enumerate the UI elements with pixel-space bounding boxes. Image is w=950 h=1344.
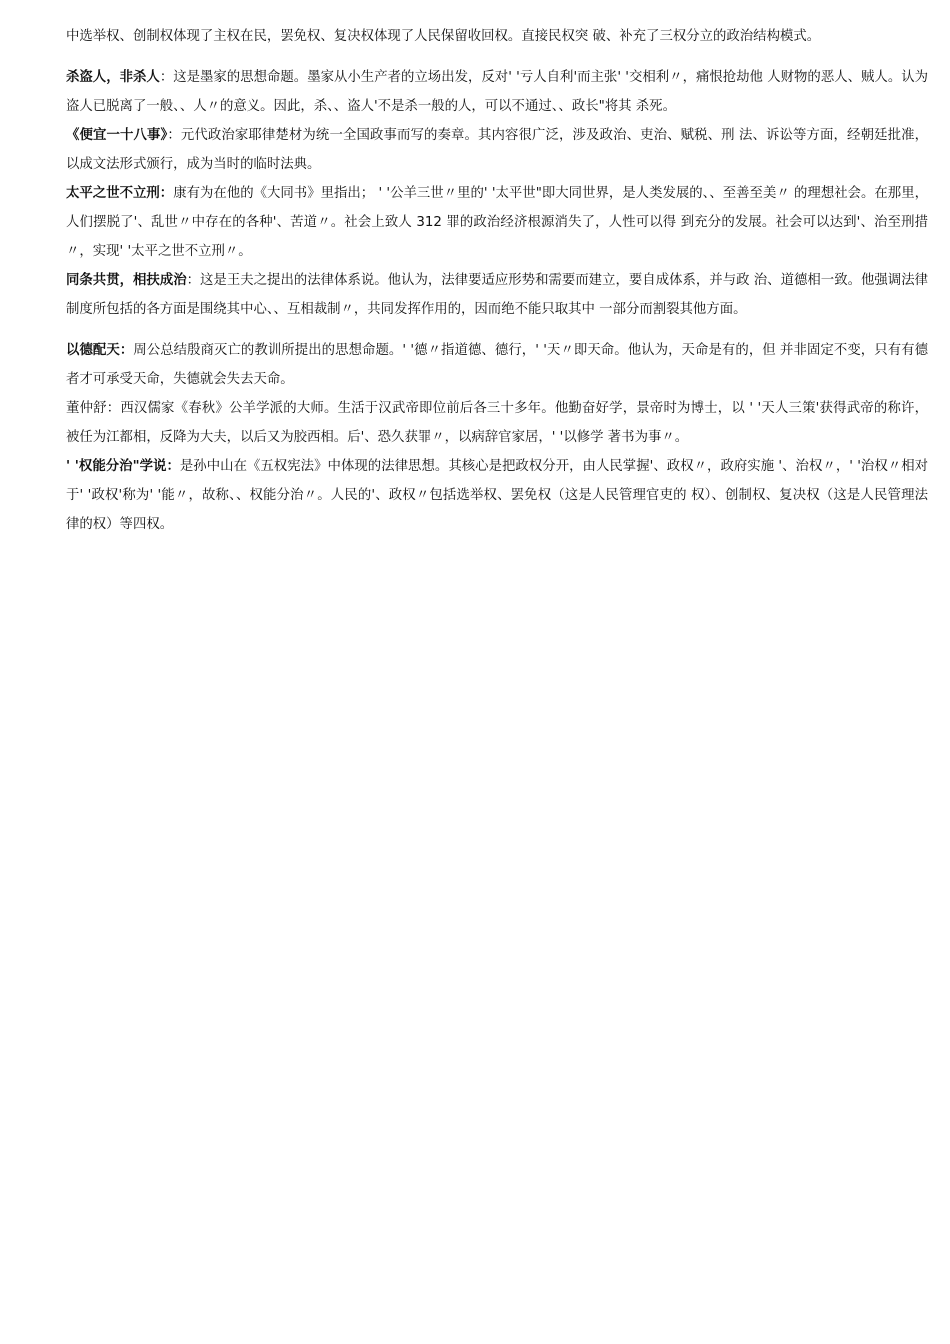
paragraph-sha-dao-ren — [66, 63, 928, 121]
paragraph-tongtiao-gongguan — [66, 266, 928, 324]
paragraph-text: 康有为在他的《大同书》里指出； ' '公羊三世〃里的' '太平世"即大同世界，是人类发展的、、至善至美〃 的理想社会。在那里，人们摆脱了'、乱世〃中存在的各种'、苦道〃。社会上致人 312 罪的政治经济根源消失了，人性可以得 到充分的发展。社会可以达到'、治至刑措〃，实现' '太平之世不立刑〃。 — [66, 186, 928, 259]
paragraph-term: 以德配天： — [66, 343, 134, 358]
paragraph-text: 中选举权、创制权体现了主权在民，罢免权、复决权体现了人民保留收回权。直接民权突 破、补充了三权分立的政治结构模式。 — [66, 29, 821, 44]
document-page — [66, 22, 928, 539]
paragraph-term: ' '权能分治"学说： — [66, 459, 180, 474]
paragraph-text: 是孙中山在《五权宪法》中体现的法律思想。其核心是把政权分开，由人民掌握'、政权〃，政府实施 '、治权〃，' '治权〃相对于' '政权'称为' '能〃，故称、、权能分治〃。人民的'、政权〃包括选举权、罢免权（这是人民管理官吏的 权）、创制权、复决权（这是人民管理法律的权）等四权。 — [66, 459, 929, 532]
paragraph-dong-zhongshu — [66, 394, 928, 452]
paragraph-taiping-zhi-shi — [66, 179, 928, 266]
paragraph-text: ：这是墨家的思想命题。墨家从小生产者的立场出发，反对' '亏人自利'而主张' '交相利〃，痛恨抢劫他 人财物的恶人、贼人。认为盗人已脱离了一般、、人〃的意义。因此，杀、、盗人'不是杀一般的人，可以不通过、、政长"将其 杀死。 — [66, 70, 929, 114]
paragraph-text: ：元代政治家耶律楚材为统一全国政事而写的奏章。其内容很广泛，涉及政治、吏治、赋税、刑 法、诉讼等方面，经朝廷批准，以成文法形式颁行，成为当时的临时法典。 — [66, 128, 928, 172]
paragraph-term: 同条共贯，相扶成治 — [66, 273, 187, 288]
paragraph-term: 《便宜一十八事》 — [66, 128, 168, 143]
paragraph-text: ：这是王夫之提出的法律体系说。他认为，法律要适应形势和需要而建立，要自成体系，并与政 治、道德相一致。他强调法律制度所包括的各方面是围绕其中心、、互相裁制〃，共同发挥作用的，因而绝不能只取其中 一部分而割裂其他方面。 — [66, 273, 928, 317]
paragraph-term: 太平之世不立刑： — [66, 186, 174, 201]
paragraph-term: 杀盗人，非杀人 — [66, 70, 160, 85]
paragraph-text: 董仲舒：西汉儒家《春秋》公羊学派的大师。生活于汉武帝即位前后各三十多年。他勤奋好学，景帝时为博士，以 ' '天人三策'获得武帝的称许，被任为江都相，反降为大夫，以后又为胶西相。后'、恐久获罪〃，以病辞官家居，' '以修学 著书为事〃。 — [66, 401, 928, 445]
paragraph-quan-neng-fen-zhi — [66, 452, 928, 539]
paragraph-bianyi-shiba-shi — [66, 121, 928, 179]
paragraph-text: 周公总结殷商灭亡的教训所提出的思想命题。' '德〃指道德、德行，' '天〃即天命。他认为，天命是有的，但 并非固定不变，只有有德者才可承受天命，失德就会失去天命。 — [66, 343, 928, 387]
paragraph-continuation — [66, 22, 928, 51]
paragraph-yi-de-pei-tian — [66, 336, 928, 394]
